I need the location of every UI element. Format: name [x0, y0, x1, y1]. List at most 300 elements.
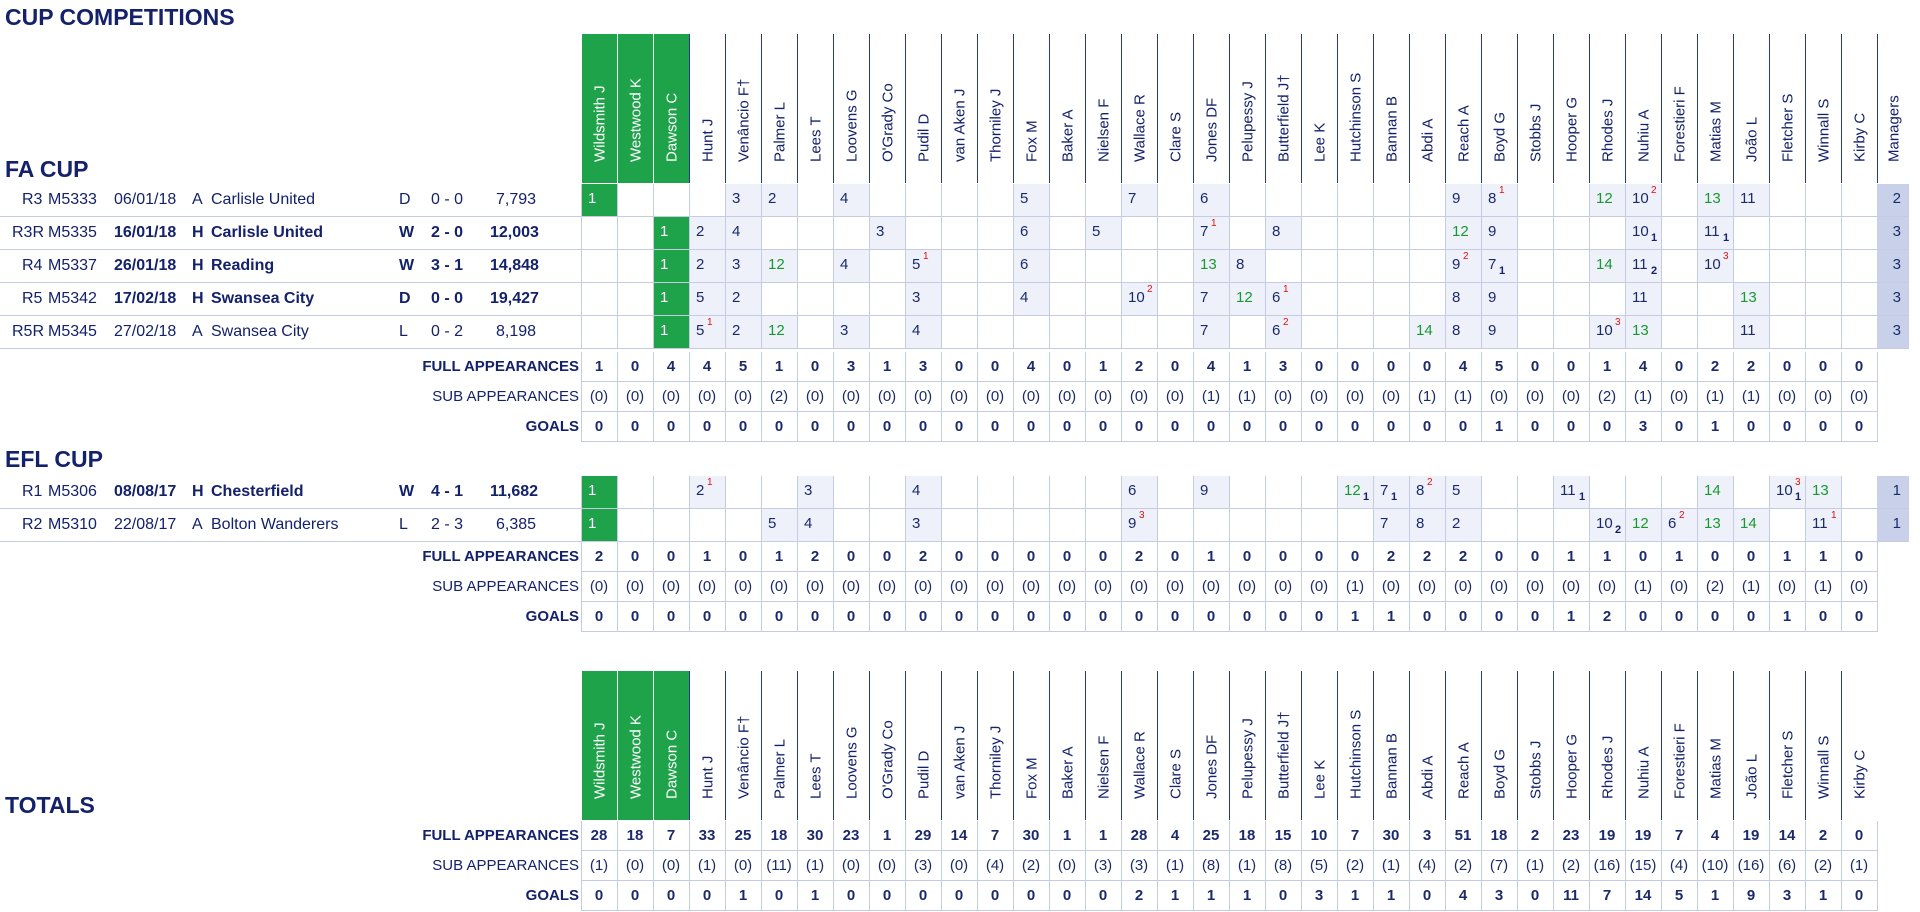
totals-sub-value: (0): [1021, 578, 1041, 595]
grid-cell: [977, 476, 1013, 508]
totals-sub-value: (0): [1165, 388, 1185, 405]
grid-cell: [1013, 316, 1049, 348]
match-date: 22/08/17: [114, 516, 177, 533]
shirt-number: 10: [1596, 322, 1613, 339]
totals-full-value: 28: [590, 827, 608, 844]
grid-cell: [725, 476, 761, 508]
grid-cell: [1841, 316, 1877, 348]
player-header: [725, 34, 761, 183]
grid-cell: [617, 283, 653, 315]
appearance-cell: [1265, 283, 1301, 315]
totals-goals-value: 1: [738, 887, 748, 904]
grid-cell: [1553, 316, 1589, 348]
shirt-number: 11: [1704, 223, 1720, 240]
shirt-number: 7: [1488, 256, 1497, 273]
match-opponent[interactable]: Bolton Wanderers: [211, 516, 339, 533]
grid-cell: [1337, 184, 1373, 216]
totals-full-value: 0: [1170, 548, 1180, 565]
grid-cell: [1553, 250, 1589, 282]
player-name: Stobbs J: [1527, 740, 1544, 799]
totals-sub-value: (1): [1237, 857, 1257, 874]
shirt-number: 7: [1200, 289, 1209, 306]
totals-goals-value: 0: [1098, 418, 1108, 435]
totals-goals-value: 0: [1314, 418, 1324, 435]
goals-scored-marker: 3: [1139, 510, 1145, 521]
grid-cell: [581, 283, 617, 315]
shirt-number: 8: [1416, 515, 1425, 532]
player-header: [977, 34, 1013, 183]
player-name: Lee K: [1311, 122, 1328, 162]
player-name: Pudil D: [915, 113, 932, 162]
totals-sub-value: (2): [1597, 388, 1617, 405]
player-header: [1733, 671, 1769, 820]
totals-full-value: 0: [1422, 358, 1432, 375]
manager-cell: [1877, 184, 1909, 216]
player-header: [1373, 671, 1409, 820]
grid-cell: [1193, 509, 1229, 541]
totals-goals-value: 3: [1782, 887, 1792, 904]
grid-cell: [1337, 250, 1373, 282]
appearance-cell: [1409, 316, 1445, 348]
totals-goals-value: 0: [954, 418, 964, 435]
totals-full-value: 0: [810, 358, 820, 375]
player-header: [1841, 671, 1877, 820]
grid-cell: [1409, 184, 1445, 216]
player-name: Clare S: [1167, 748, 1184, 799]
totals-full-value: 0: [1350, 548, 1360, 565]
totals-goals-value: 1: [1242, 887, 1252, 904]
totals-full-value: 4: [1206, 358, 1216, 375]
goals-scored-marker: 1: [707, 477, 713, 488]
totals-sub-value: (0): [733, 388, 753, 405]
totals-full-label: FULL APPEARANCES: [422, 827, 579, 844]
appearance-cell: [1373, 509, 1409, 541]
grid-cell: [1517, 476, 1553, 508]
totals-sub-value: (0): [1597, 578, 1617, 595]
grid-cell: [689, 184, 725, 216]
totals-full-value: 1: [882, 827, 892, 844]
grid-cell: [833, 476, 869, 508]
totals-sub-value: (1): [1453, 388, 1473, 405]
appearance-cell: [1733, 184, 1769, 216]
grid-cell: [977, 184, 1013, 216]
grid-cell: [1265, 250, 1301, 282]
totals-sub-value: (0): [1237, 578, 1257, 595]
appearance-cell: [725, 217, 761, 249]
appearance-cell: [581, 184, 617, 216]
player-header: [581, 671, 617, 820]
player-header: [1697, 34, 1733, 183]
player-header: [1553, 671, 1589, 820]
totals-sub-value: (0): [1525, 388, 1545, 405]
totals-goals-value: 1: [1350, 608, 1360, 625]
grid-cell: [1517, 217, 1553, 249]
grid-cell: [1229, 316, 1265, 348]
match-opponent[interactable]: Swansea City: [211, 290, 315, 307]
managers-label: Managers: [1885, 95, 1902, 162]
shirt-number: 8: [1272, 223, 1281, 240]
totals-full-value: 1: [1566, 548, 1576, 565]
totals-sub-value: (0): [949, 388, 969, 405]
totals-sub-value: (0): [1453, 578, 1473, 595]
grid-cell: [797, 217, 833, 249]
totals-sub-value: (0): [1525, 578, 1545, 595]
match-score: 0 - 0: [431, 191, 464, 208]
goals-scored-marker: 1: [1499, 185, 1505, 196]
match-result: L: [399, 323, 408, 340]
grid-cell: [1157, 476, 1193, 508]
appearance-cell: [797, 509, 833, 541]
shirt-number: 14: [1596, 256, 1613, 273]
match-result: D: [399, 290, 411, 307]
player-name: Hunt J: [699, 755, 716, 799]
appearance-cell: [1193, 217, 1229, 249]
totals-title: TOTALS: [5, 792, 95, 818]
totals-goals-value: 0: [1422, 608, 1432, 625]
player-name: Lees T: [807, 753, 824, 799]
totals-goals-label: GOALS: [525, 608, 579, 625]
totals-grid-end: [1877, 412, 1878, 442]
shirt-number: 10: [1596, 515, 1613, 532]
totals-sub-value: (0): [985, 578, 1005, 595]
shirt-number: 6: [1128, 482, 1137, 499]
totals-goals-value: 0: [1854, 418, 1864, 435]
totals-full-value: 33: [698, 827, 716, 844]
player-name: Butterfield J†: [1275, 711, 1292, 799]
totals-sub-value: (0): [589, 388, 609, 405]
totals-goals-value: 0: [1422, 887, 1432, 904]
grid-cell: [617, 316, 653, 348]
totals-full-value: 0: [666, 548, 676, 565]
totals-goals-value: 0: [1278, 418, 1288, 435]
grid-cell: [797, 250, 833, 282]
totals-full-value: 0: [1062, 548, 1072, 565]
appearance-cell: [689, 217, 725, 249]
totals-sub-value: (3): [1093, 857, 1113, 874]
manager-cell: [1877, 476, 1909, 508]
player-header: [977, 671, 1013, 820]
grid-cell: [1337, 217, 1373, 249]
grid-cell: [581, 316, 617, 348]
totals-full-value: 1: [1206, 548, 1216, 565]
manager-number: 3: [1892, 322, 1901, 339]
totals-goals-value: 0: [666, 887, 676, 904]
totals-goals-value: 0: [702, 887, 712, 904]
player-header: [725, 671, 761, 820]
totals-sub-value: (1): [1525, 857, 1545, 874]
totals-sub-value: (0): [1093, 578, 1113, 595]
player-header: [1157, 671, 1193, 820]
shirt-number: 9: [1488, 289, 1497, 306]
page-title: CUP COMPETITIONS: [5, 4, 235, 30]
totals-sub-value: (0): [1057, 857, 1077, 874]
totals-sub-value: (2): [1453, 857, 1473, 874]
totals-sub-value: (0): [1561, 578, 1581, 595]
match-attendance: 11,682: [490, 483, 539, 500]
match-opponent[interactable]: Carlisle United: [211, 191, 316, 208]
grid-cell: [1013, 476, 1049, 508]
goals-scored-marker: 1: [707, 317, 713, 328]
appearance-cell: [1553, 476, 1589, 508]
totals-full-value: 2: [1386, 548, 1396, 565]
totals-goals-value: 0: [1278, 608, 1288, 625]
player-header: [1157, 34, 1193, 183]
totals-full-value: 15: [1274, 827, 1292, 844]
appearance-cell: [1085, 217, 1121, 249]
grid-cell: [977, 217, 1013, 249]
grid-cell: [1049, 476, 1085, 508]
totals-sub-value: (1): [697, 857, 717, 874]
totals-full-value: 4: [1710, 827, 1720, 844]
player-name: Palmer L: [771, 101, 788, 162]
player-header: [761, 34, 797, 183]
player-header: [1409, 34, 1445, 183]
shirt-number: 14: [1740, 515, 1757, 532]
totals-sub-value: (16): [1737, 857, 1765, 874]
grid-cell: [941, 283, 977, 315]
shirt-number: 4: [804, 515, 813, 532]
player-header: [1661, 34, 1697, 183]
totals-full-value: 0: [882, 548, 892, 565]
goals-scored-marker: 2: [1463, 251, 1469, 262]
player-header: [1445, 34, 1481, 183]
totals-goals-value: 0: [630, 418, 640, 435]
player-header: [1625, 34, 1661, 183]
appearance-cell: [1409, 476, 1445, 508]
appearance-cell: [1481, 217, 1517, 249]
grid-cell: [797, 184, 833, 216]
grid-cell: [689, 509, 725, 541]
totals-sub-value: (0): [805, 578, 825, 595]
grid-cell: [869, 184, 905, 216]
totals-sub-value: (1): [1237, 388, 1257, 405]
totals-goals-value: 0: [1062, 887, 1072, 904]
match-opponent[interactable]: Chesterfield: [211, 483, 304, 500]
appearance-cell: [1589, 316, 1625, 348]
totals-goals-value: 2: [1602, 608, 1612, 625]
appearance-cell: [1805, 476, 1841, 508]
player-name: Kirby C: [1851, 749, 1868, 799]
grid-cell: [1661, 217, 1697, 249]
totals-sub-value: (0): [625, 857, 645, 874]
player-name: Baker A: [1059, 746, 1076, 799]
totals-full-value: 1: [702, 548, 712, 565]
substitution-marker: 1: [1723, 232, 1730, 244]
totals-goals-value: 0: [1746, 418, 1756, 435]
player-name: Winnall S: [1815, 735, 1832, 799]
totals-goals-value: 0: [1134, 608, 1144, 625]
shirt-number: 4: [1020, 289, 1029, 306]
grid-cell: [1553, 283, 1589, 315]
goals-scored-marker: 2: [1283, 317, 1289, 328]
substitution-marker: 1: [1651, 232, 1658, 244]
goals-scored-marker: 3: [1615, 317, 1621, 328]
shirt-number: 2: [732, 289, 741, 306]
player-name: Nielsen F: [1095, 735, 1112, 799]
player-name: Pelupessy J: [1239, 718, 1256, 799]
totals-goals-value: 0: [1638, 608, 1648, 625]
appearance-cell: [581, 476, 617, 508]
totals-full-label: FULL APPEARANCES: [422, 548, 579, 565]
totals-sub-value: (0): [1813, 388, 1833, 405]
match-attendance: 8,198: [496, 323, 537, 340]
grid-cell: [1409, 250, 1445, 282]
match-opponent[interactable]: Swansea City: [211, 323, 309, 340]
totals-goals-value: 0: [1458, 608, 1468, 625]
substitution-marker: 1: [1391, 491, 1398, 503]
match-code: M5310: [48, 516, 97, 533]
appearance-cell: [1625, 283, 1661, 315]
totals-goals-value: 0: [990, 418, 1000, 435]
player-name: O'Grady Co: [879, 83, 896, 162]
shirt-number: 6: [1200, 190, 1209, 207]
totals-goals-label: GOALS: [525, 887, 579, 904]
appearance-cell: [797, 476, 833, 508]
totals-full-value: 1: [1242, 358, 1252, 375]
totals-full-value: 1: [774, 358, 784, 375]
appearance-cell: [1697, 476, 1733, 508]
grid-cell: [1157, 250, 1193, 282]
grid-cell: [1841, 250, 1877, 282]
totals-goals-value: 0: [1818, 418, 1828, 435]
totals-sub-value: (3): [1129, 857, 1149, 874]
player-name: Wildsmith J: [591, 722, 608, 799]
player-header: [1013, 671, 1049, 820]
grid-cell: [833, 509, 869, 541]
player-name: Wallace R: [1131, 731, 1148, 799]
match-result: D: [399, 191, 411, 208]
player-name: Thorniley J: [987, 88, 1004, 162]
totals-full-value: 2: [594, 548, 604, 565]
grid-cell: [1517, 283, 1553, 315]
totals-full-value: 0: [1638, 548, 1648, 565]
totals-full-value: 2: [1134, 548, 1144, 565]
grid-cell: [1841, 217, 1877, 249]
totals-full-value: 0: [1242, 548, 1252, 565]
shirt-number: 5: [912, 256, 921, 273]
player-header: [1337, 34, 1373, 183]
grid-cell: [1661, 316, 1697, 348]
appearance-cell: [905, 316, 941, 348]
totals-sub-value: (0): [1849, 578, 1869, 595]
totals-goals-value: 0: [846, 418, 856, 435]
player-name: Palmer L: [771, 738, 788, 799]
totals-full-value: 14: [950, 827, 968, 844]
player-header: [1805, 34, 1841, 183]
totals-sub-value: (8): [1201, 857, 1221, 874]
shirt-number: 7: [1200, 322, 1209, 339]
substitution-marker: 2: [1651, 265, 1658, 277]
match-opponent[interactable]: Carlisle United: [211, 224, 324, 241]
totals-sub-value: (0): [877, 388, 897, 405]
shirt-number: 8: [1452, 289, 1461, 306]
totals-goals-value: 0: [954, 887, 964, 904]
totals-full-value: 0: [1854, 548, 1864, 565]
grid-cell: [941, 184, 977, 216]
totals-goals-value: 0: [1530, 887, 1540, 904]
shirt-number: 13: [1704, 190, 1721, 207]
appearance-cell: [1193, 250, 1229, 282]
totals-goals-value: 0: [1350, 418, 1360, 435]
player-header: [1301, 671, 1337, 820]
totals-full-value: 0: [846, 548, 856, 565]
grid-cell: [1049, 184, 1085, 216]
shirt-number: 8: [1416, 482, 1425, 499]
shirt-number: 3: [912, 515, 921, 532]
totals-full-value: 1: [1062, 827, 1072, 844]
player-header: [1589, 34, 1625, 183]
totals-full-value: 4: [1458, 358, 1468, 375]
player-header: [1013, 34, 1049, 183]
shirt-number: 13: [1740, 289, 1757, 306]
grid-cell: [869, 509, 905, 541]
totals-full-value: 1: [774, 548, 784, 565]
totals-goals-value: 7: [1602, 887, 1612, 904]
appearance-cell: [1589, 250, 1625, 282]
appearance-cell: [1625, 250, 1661, 282]
totals-goals-value: 0: [630, 887, 640, 904]
totals-goals-value: 1: [1206, 887, 1216, 904]
totals-full-value: 10: [1310, 827, 1328, 844]
totals-goals-value: 0: [702, 418, 712, 435]
appearance-cell: [1589, 509, 1625, 541]
shirt-number: 4: [912, 322, 921, 339]
match-round: R5R: [12, 323, 45, 340]
grid-cell: [1085, 250, 1121, 282]
totals-full-value: 0: [1782, 358, 1792, 375]
player-name: Lee K: [1311, 759, 1328, 799]
grid-cell: [1661, 283, 1697, 315]
shirt-number: 13: [1200, 256, 1217, 273]
totals-full-value: 1: [1674, 548, 1684, 565]
totals-sub-value: (4): [985, 857, 1005, 874]
appearance-cell: [1697, 184, 1733, 216]
match-venue: H: [192, 483, 204, 500]
totals-sub-value: (2): [1021, 857, 1041, 874]
totals-goals-value: 0: [882, 887, 892, 904]
totals-full-value: 4: [702, 358, 712, 375]
shirt-number: 10: [1632, 223, 1649, 240]
shirt-number: 12: [1632, 515, 1649, 532]
totals-full-value: 3: [1422, 827, 1432, 844]
appearance-cell: [1697, 217, 1733, 249]
totals-sub-label: SUB APPEARANCES: [432, 857, 579, 874]
appearance-cell: [1445, 509, 1481, 541]
totals-full-value: 0: [1746, 548, 1756, 565]
grid-cell: [1157, 316, 1193, 348]
totals-full-value: 51: [1454, 827, 1472, 844]
player-header: [905, 34, 941, 183]
match-opponent[interactable]: Reading: [211, 257, 275, 274]
manager-number: 1: [1892, 515, 1901, 532]
appearance-cell: [653, 250, 689, 282]
appearance-cell: [1733, 316, 1769, 348]
grid-cell: [1265, 509, 1301, 541]
player-header: [1229, 671, 1265, 820]
grid-cell: [941, 476, 977, 508]
player-name: O'Grady Co: [879, 720, 896, 799]
appearance-cell: [1625, 217, 1661, 249]
grid-cell: [1517, 184, 1553, 216]
appearance-cell: [1121, 476, 1157, 508]
totals-grid-end: [1877, 382, 1878, 412]
totals-full-value: 4: [1638, 358, 1648, 375]
player-name: Fletcher S: [1779, 93, 1796, 162]
totals-full-value: 0: [954, 358, 964, 375]
shirt-number: 9: [1128, 515, 1137, 532]
player-name: Abdi A: [1419, 755, 1436, 799]
shirt-number: 10: [1776, 482, 1793, 499]
